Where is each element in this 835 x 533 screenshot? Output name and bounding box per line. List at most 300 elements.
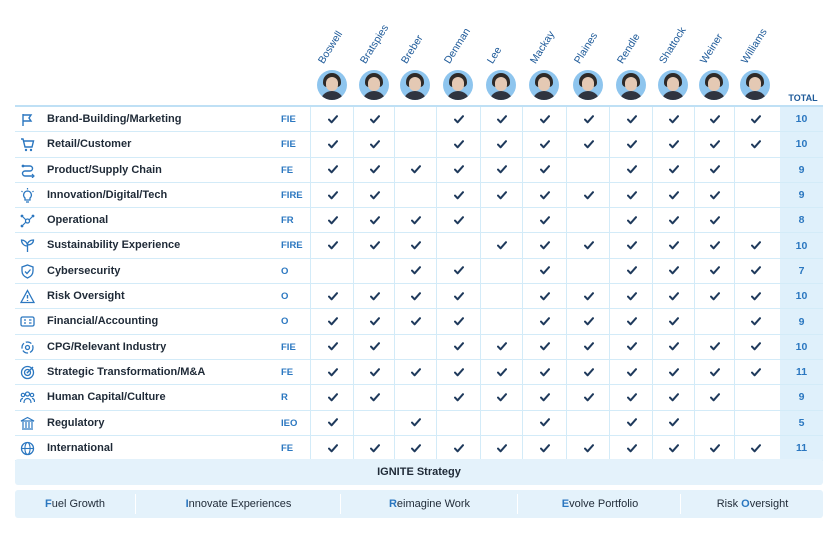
table-row xyxy=(15,259,823,284)
row-total: 9 xyxy=(780,158,823,182)
ignite-pillar: Risk O versight xyxy=(716,498,789,510)
pillar-divider xyxy=(135,494,136,514)
check-icon xyxy=(710,292,720,301)
check-icon xyxy=(669,317,679,326)
row-total: 7 xyxy=(780,259,823,283)
check-icon xyxy=(370,317,380,326)
matrix-cell xyxy=(310,360,354,384)
check-icon xyxy=(627,216,637,225)
matrix-cell xyxy=(480,183,523,207)
check-icon xyxy=(328,115,338,124)
matrix-cell xyxy=(480,107,523,131)
check-icon xyxy=(751,368,761,377)
matrix-cell xyxy=(436,132,481,156)
director-name-rendle: Rendle xyxy=(614,31,643,66)
matrix-cell xyxy=(652,360,695,384)
matrix-cell xyxy=(734,360,776,384)
matrix-cell xyxy=(652,158,695,182)
matrix-cell xyxy=(652,208,695,232)
route-icon xyxy=(20,163,35,178)
row-total: 9 xyxy=(780,309,823,333)
matrix-cell xyxy=(734,259,776,283)
matrix-cell xyxy=(734,233,776,257)
matrix-cell xyxy=(734,436,776,460)
table-row xyxy=(15,107,823,132)
table-row xyxy=(15,335,823,360)
check-icon xyxy=(627,241,637,250)
matrix-cell xyxy=(694,309,735,333)
check-icon xyxy=(669,393,679,402)
check-icon xyxy=(710,140,720,149)
matrix-cell xyxy=(353,360,395,384)
row-total: 9 xyxy=(780,183,823,207)
check-icon xyxy=(454,317,464,326)
avatar xyxy=(529,70,559,100)
check-icon xyxy=(497,140,507,149)
matrix-cell xyxy=(522,284,567,308)
avatar xyxy=(740,70,770,100)
check-icon xyxy=(540,165,550,174)
ignite-pillar: F uel Growth xyxy=(45,498,105,510)
shield-check-icon xyxy=(20,264,35,279)
check-icon xyxy=(328,216,338,225)
matrix-cell xyxy=(436,158,481,182)
check-icon xyxy=(328,444,338,453)
matrix-cell xyxy=(310,259,354,283)
check-icon xyxy=(328,191,338,200)
check-icon xyxy=(497,444,507,453)
check-icon xyxy=(710,444,720,453)
skill-label: Regulatory xyxy=(47,416,105,429)
matrix-cell xyxy=(609,183,653,207)
matrix-cell xyxy=(394,208,437,232)
check-icon xyxy=(540,241,550,250)
table-row xyxy=(15,436,823,461)
matrix-cell xyxy=(694,411,735,435)
check-icon xyxy=(669,266,679,275)
check-icon xyxy=(328,342,338,351)
sprout-icon xyxy=(20,238,35,253)
matrix-cell xyxy=(480,284,523,308)
check-icon xyxy=(411,418,421,427)
check-icon xyxy=(627,393,637,402)
matrix-cell xyxy=(394,259,437,283)
check-icon xyxy=(584,191,594,200)
row-total: 11 xyxy=(780,436,823,460)
matrix-cell xyxy=(522,158,567,182)
check-icon xyxy=(751,444,761,453)
check-icon xyxy=(411,368,421,377)
matrix-cell xyxy=(566,284,610,308)
check-icon xyxy=(540,191,550,200)
matrix-cell xyxy=(694,360,735,384)
check-icon xyxy=(497,115,507,124)
matrix-cell xyxy=(436,385,481,409)
matrix-cell xyxy=(353,284,395,308)
matrix-cell xyxy=(353,233,395,257)
matrix-cell xyxy=(734,385,776,409)
ignite-pillar: R eimagine Work xyxy=(388,498,471,510)
matrix-cell xyxy=(734,132,776,156)
director-name-breber: Breber xyxy=(398,32,426,66)
row-total: 9 xyxy=(780,385,823,409)
check-icon xyxy=(669,140,679,149)
matrix-cell xyxy=(436,259,481,283)
check-icon xyxy=(627,191,637,200)
ignite-code: O xyxy=(281,291,289,303)
check-icon xyxy=(540,368,550,377)
ignite-code: O xyxy=(281,265,289,277)
check-icon xyxy=(710,241,720,250)
check-icon xyxy=(584,317,594,326)
matrix-cell xyxy=(694,233,735,257)
matrix-cell xyxy=(522,233,567,257)
matrix-cell xyxy=(694,385,735,409)
pillar-divider xyxy=(517,494,518,514)
check-icon xyxy=(411,241,421,250)
check-icon xyxy=(627,140,637,149)
matrix-cell xyxy=(522,360,567,384)
check-icon xyxy=(627,165,637,174)
director-name-bratspies: Bratspies xyxy=(357,22,391,66)
skill-label: International xyxy=(47,441,114,454)
check-icon xyxy=(751,342,761,351)
check-icon xyxy=(710,165,720,174)
matrix-cell xyxy=(480,436,523,460)
ignite-code: FR xyxy=(281,215,294,227)
check-icon xyxy=(454,115,464,124)
table-row xyxy=(15,208,823,233)
check-icon xyxy=(454,292,464,301)
matrix-cell xyxy=(652,335,695,359)
check-icon xyxy=(751,140,761,149)
check-icon xyxy=(540,317,550,326)
check-icon xyxy=(751,115,761,124)
check-icon xyxy=(454,216,464,225)
check-icon xyxy=(751,266,761,275)
matrix-cell xyxy=(394,107,437,131)
table-row xyxy=(15,309,823,334)
matrix-cell xyxy=(652,385,695,409)
ignite-code: FIE xyxy=(281,341,296,353)
matrix-cell xyxy=(353,436,395,460)
matrix-cell xyxy=(609,233,653,257)
check-icon xyxy=(454,165,464,174)
skill-label: Innovation/Digital/Tech xyxy=(47,188,168,201)
matrix-cell xyxy=(566,335,610,359)
matrix-cell xyxy=(394,385,437,409)
matrix-cell xyxy=(734,208,776,232)
matrix-cell xyxy=(480,208,523,232)
matrix-cell xyxy=(394,132,437,156)
check-icon xyxy=(584,292,594,301)
matrix-cell xyxy=(480,411,523,435)
matrix-cell xyxy=(436,335,481,359)
matrix-cell xyxy=(436,107,481,131)
check-icon xyxy=(751,292,761,301)
check-icon xyxy=(370,292,380,301)
ignite-pillars-bar xyxy=(15,490,823,518)
matrix-cell xyxy=(694,208,735,232)
matrix-cell xyxy=(522,107,567,131)
matrix-cell xyxy=(436,233,481,257)
matrix-cell xyxy=(609,335,653,359)
ignite-code: IEO xyxy=(281,417,298,429)
ignite-code: FE xyxy=(281,164,294,176)
target-icon xyxy=(20,365,35,380)
matrix-cell xyxy=(694,284,735,308)
table-row xyxy=(15,385,823,410)
check-icon xyxy=(751,241,761,250)
ignite-code: O xyxy=(281,316,289,328)
matrix-cell xyxy=(394,360,437,384)
row-total: 10 xyxy=(780,233,823,257)
institution-icon xyxy=(20,416,35,431)
matrix-cell xyxy=(310,309,354,333)
matrix-cell xyxy=(609,411,653,435)
check-icon xyxy=(497,241,507,250)
director-name-weiner: Weiner xyxy=(697,31,726,67)
matrix-cell xyxy=(652,284,695,308)
check-icon xyxy=(669,115,679,124)
matrix-cell xyxy=(436,360,481,384)
check-icon xyxy=(584,140,594,149)
check-icon xyxy=(411,444,421,453)
check-icon xyxy=(710,368,720,377)
matrix-cell xyxy=(694,183,735,207)
matrix-cell xyxy=(436,309,481,333)
check-icon xyxy=(370,165,380,174)
check-icon xyxy=(710,266,720,275)
check-icon xyxy=(627,317,637,326)
avatar xyxy=(443,70,473,100)
check-icon xyxy=(454,393,464,402)
row-total: 10 xyxy=(780,132,823,156)
matrix-cell xyxy=(522,385,567,409)
check-icon xyxy=(669,216,679,225)
check-icon xyxy=(411,216,421,225)
check-icon xyxy=(627,368,637,377)
check-icon xyxy=(328,292,338,301)
skills-matrix xyxy=(15,105,823,461)
avatar xyxy=(616,70,646,100)
matrix-cell xyxy=(394,411,437,435)
matrix-cell xyxy=(566,259,610,283)
pillar-divider xyxy=(680,494,681,514)
matrix-cell xyxy=(522,183,567,207)
matrix-cell xyxy=(566,107,610,131)
avatar xyxy=(400,70,430,100)
avatar xyxy=(486,70,516,100)
gear-cycle-icon xyxy=(20,340,35,355)
matrix-cell xyxy=(566,132,610,156)
ignite-code: FIRE xyxy=(281,240,303,252)
check-icon xyxy=(328,317,338,326)
matrix-cell xyxy=(609,309,653,333)
flag-icon xyxy=(20,112,35,127)
total-column-header: TOTAL xyxy=(788,93,818,103)
check-icon xyxy=(411,292,421,301)
check-icon xyxy=(370,140,380,149)
matrix-cell xyxy=(353,309,395,333)
table-row xyxy=(15,158,823,183)
matrix-cell xyxy=(609,158,653,182)
matrix-cell xyxy=(652,259,695,283)
check-icon xyxy=(627,292,637,301)
matrix-cell xyxy=(310,411,354,435)
check-icon xyxy=(540,216,550,225)
matrix-cell xyxy=(734,158,776,182)
network-icon xyxy=(20,213,35,228)
matrix-cell xyxy=(480,309,523,333)
matrix-cell xyxy=(480,132,523,156)
matrix-cell xyxy=(694,107,735,131)
director-name-mackay: Mackay xyxy=(527,28,558,66)
skill-label: Human Capital/Culture xyxy=(47,391,166,404)
check-icon xyxy=(627,266,637,275)
matrix-cell xyxy=(436,436,481,460)
check-icon xyxy=(328,241,338,250)
ignite-pillar: I nnovate Experiences xyxy=(185,498,292,510)
check-icon xyxy=(540,342,550,351)
check-icon xyxy=(328,140,338,149)
matrix-cell xyxy=(310,335,354,359)
ignite-code: R xyxy=(281,392,288,404)
check-icon xyxy=(411,165,421,174)
check-icon xyxy=(540,115,550,124)
skill-label: Risk Oversight xyxy=(47,290,125,303)
matrix-cell xyxy=(522,208,567,232)
matrix-cell xyxy=(394,284,437,308)
matrix-cell xyxy=(522,132,567,156)
skill-label: Cybersecurity xyxy=(47,264,121,277)
matrix-cell xyxy=(652,309,695,333)
check-icon xyxy=(584,241,594,250)
check-icon xyxy=(370,393,380,402)
matrix-cell xyxy=(609,284,653,308)
matrix-cell xyxy=(522,309,567,333)
matrix-cell xyxy=(480,158,523,182)
director-name-denman: Denman xyxy=(441,25,474,66)
matrix-cell xyxy=(522,335,567,359)
matrix-cell xyxy=(694,158,735,182)
check-icon xyxy=(370,241,380,250)
matrix-cell xyxy=(436,411,481,435)
banknote-icon xyxy=(20,314,35,329)
matrix-cell xyxy=(652,233,695,257)
check-icon xyxy=(411,266,421,275)
check-icon xyxy=(540,292,550,301)
skill-label: Operational xyxy=(47,214,109,227)
ignite-code: FIE xyxy=(281,139,296,151)
director-name-boswell: Boswell xyxy=(315,28,345,66)
matrix-cell xyxy=(436,208,481,232)
check-icon xyxy=(627,342,637,351)
check-icon xyxy=(497,342,507,351)
matrix-cell xyxy=(694,335,735,359)
globe-icon xyxy=(20,441,35,456)
matrix-cell xyxy=(310,208,354,232)
matrix-cell xyxy=(734,284,776,308)
check-icon xyxy=(669,191,679,200)
matrix-cell xyxy=(609,107,653,131)
check-icon xyxy=(411,317,421,326)
matrix-cell xyxy=(566,183,610,207)
matrix-cell xyxy=(694,259,735,283)
table-row xyxy=(15,284,823,309)
matrix-cell xyxy=(394,233,437,257)
check-icon xyxy=(370,115,380,124)
check-icon xyxy=(710,191,720,200)
check-icon xyxy=(584,115,594,124)
matrix-cell xyxy=(566,158,610,182)
skill-label: Brand-Building/Marketing xyxy=(47,113,182,125)
matrix-cell xyxy=(480,233,523,257)
check-icon xyxy=(627,115,637,124)
matrix-cell xyxy=(566,309,610,333)
check-icon xyxy=(584,368,594,377)
matrix-cell xyxy=(652,411,695,435)
check-icon xyxy=(584,342,594,351)
check-icon xyxy=(454,368,464,377)
matrix-cell xyxy=(353,158,395,182)
matrix-cell xyxy=(353,132,395,156)
check-icon xyxy=(710,393,720,402)
matrix-cell xyxy=(522,436,567,460)
check-icon xyxy=(751,317,761,326)
check-icon xyxy=(328,393,338,402)
matrix-cell xyxy=(310,385,354,409)
check-icon xyxy=(497,165,507,174)
matrix-cell xyxy=(353,259,395,283)
ignite-code: FE xyxy=(281,442,294,454)
check-icon xyxy=(370,216,380,225)
check-icon xyxy=(710,216,720,225)
check-icon xyxy=(627,418,637,427)
matrix-cell xyxy=(353,183,395,207)
matrix-cell xyxy=(694,132,735,156)
matrix-cell xyxy=(652,183,695,207)
table-row xyxy=(15,183,823,208)
matrix-cell xyxy=(310,158,354,182)
matrix-cell xyxy=(394,309,437,333)
check-icon xyxy=(584,444,594,453)
matrix-cell xyxy=(310,183,354,207)
lightbulb-icon xyxy=(20,188,35,203)
avatar xyxy=(658,70,688,100)
row-total: 5 xyxy=(780,411,823,435)
director-name-shattock: Shattock xyxy=(656,24,689,66)
director-name-lee: Lee xyxy=(484,44,505,66)
row-total: 8 xyxy=(780,208,823,232)
matrix-cell xyxy=(480,259,523,283)
check-icon xyxy=(627,444,637,453)
matrix-cell xyxy=(609,208,653,232)
matrix-cell xyxy=(609,132,653,156)
ignite-pillar: E volve Portfolio xyxy=(561,498,639,510)
matrix-cell xyxy=(734,411,776,435)
pillar-divider xyxy=(340,494,341,514)
director-names-header xyxy=(0,0,835,70)
matrix-cell xyxy=(353,107,395,131)
skill-label: Retail/Customer xyxy=(47,138,132,151)
matrix-cell xyxy=(566,411,610,435)
ignite-code: FE xyxy=(281,366,294,378)
director-avatars-row xyxy=(0,68,835,104)
matrix-cell xyxy=(480,360,523,384)
check-icon xyxy=(540,444,550,453)
matrix-cell xyxy=(566,233,610,257)
